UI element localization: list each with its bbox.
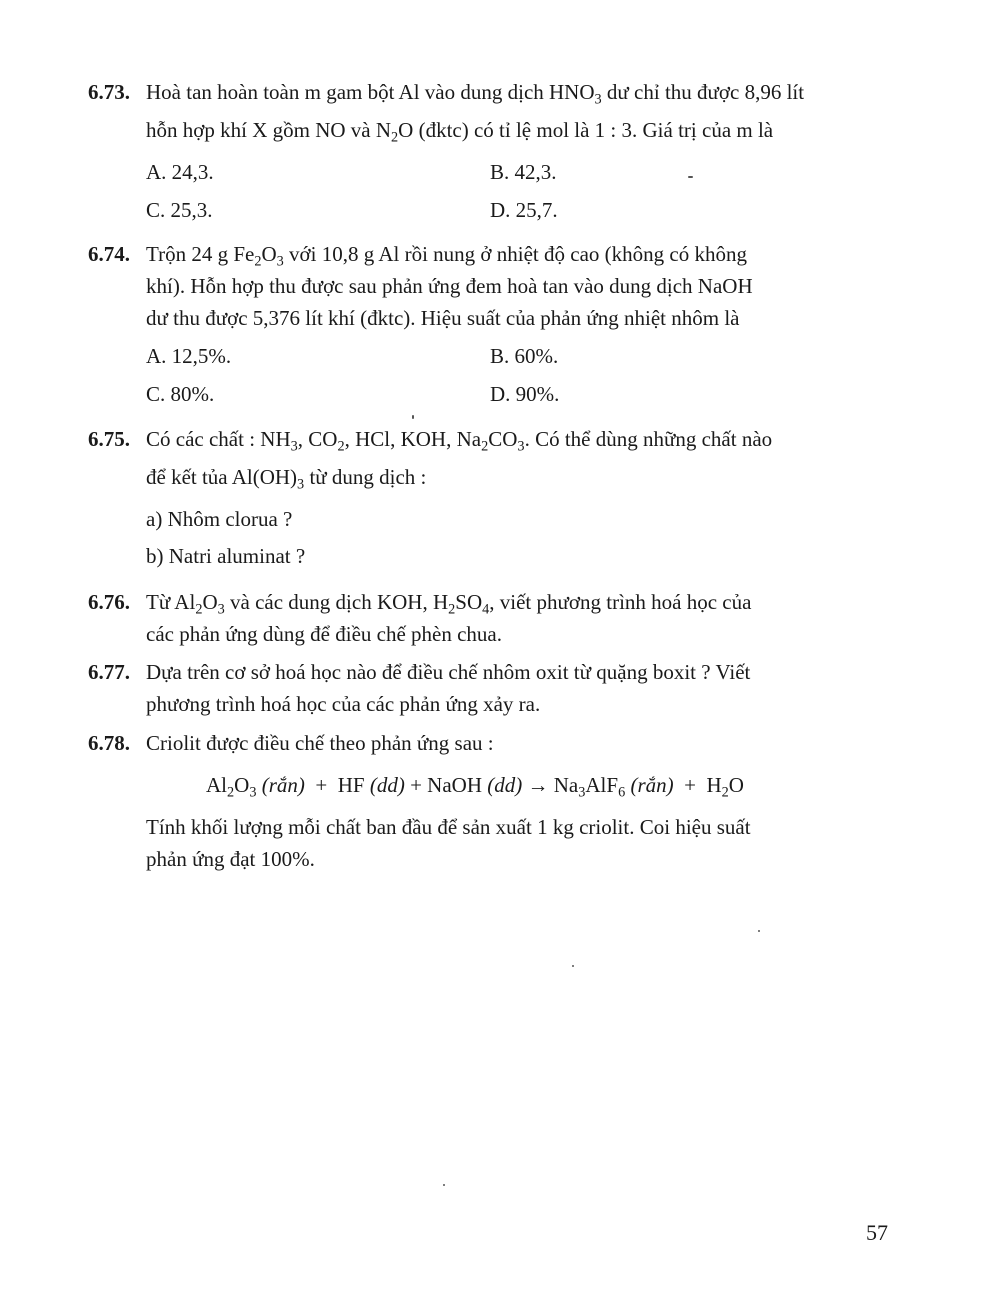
problem-text-line: Từ $Al_2O_3$ và các dung dịch KOH, $H_2SO_4$, viết phương trình hoá học của — [146, 590, 752, 618]
scan-speck — [688, 176, 693, 178]
option-c: C. 25,3. — [146, 198, 213, 222]
problem-text-line: phản ứng đạt 100%. — [146, 847, 315, 871]
page-number: 57 — [866, 1220, 888, 1245]
scan-speck — [572, 965, 574, 967]
option-a: A. 24,3. — [146, 160, 214, 184]
problem-number: 6.73. — [88, 80, 130, 104]
problem-text-line: để kết tủa $Al(OH)_3$ từ dung dịch : — [146, 465, 427, 493]
option-d: D. 90%. — [490, 382, 560, 406]
option-d: D. 25,7. — [490, 198, 558, 222]
chemical-equation: $Al_2O_3$ (rắn) + HF (dd) + NaOH $(dd) \to Na_3AlF_6$ (rắn) + $H_2O$ — [206, 773, 744, 801]
problem-text-line: Có các chất : $NH_3$, $CO_2$, HCl, KOH, $Na_2CO_3$. Có thể dùng những chất nào — [146, 427, 773, 455]
problem-number: 6.76. — [88, 590, 130, 614]
option-b: B. 42,3. — [490, 160, 557, 184]
problem-text-line: Dựa trên cơ sở hoá học nào để điều chế nhôm oxit từ quặng boxit ? Viết — [146, 660, 751, 684]
problem-text-line: các phản ứng dùng để điều chế phèn chua. — [146, 622, 502, 646]
problem-text-line: phương trình hoá học của các phản ứng xảy ra. — [146, 692, 541, 716]
problem-text-line: dư thu được 5,376 lít khí (đktc). Hiệu suất của phản ứng nhiệt nhôm là — [146, 306, 740, 330]
problem-number: 6.77. — [88, 660, 130, 684]
problem-text-line: Criolit được điều chế theo phản ứng sau : — [146, 731, 494, 755]
problem-text-line: khí). Hỗn hợp thu được sau phản ứng đem hoà tan vào dung dịch NaOH — [146, 274, 753, 298]
scan-speck — [443, 1184, 445, 1186]
problem-number: 6.78. — [88, 731, 130, 755]
option-b: B. 60%. — [490, 344, 559, 368]
scan-speck — [412, 415, 414, 419]
scan-speck — [758, 930, 760, 932]
problem-text-line: Tính khối lượng mỗi chất ban đầu để sản xuất 1 kg criolit. Coi hiệu suất — [146, 815, 751, 839]
option-c: C. 80%. — [146, 382, 215, 406]
problem-text-line: Trộn 24 g $Fe_2O_3$ với 10,8 g Al rồi nung ở nhiệt độ cao (không có không — [146, 242, 747, 270]
sub-question-a: a) Nhôm clorua ? — [146, 507, 293, 531]
problem-number: 6.75. — [88, 427, 130, 451]
option-a: A. 12,5%. — [146, 344, 232, 368]
problem-text-line: hỗn hợp khí X gồm NO và $N_2O$ (đktc) có tỉ lệ mol là 1 : 3. Giá trị của m là — [146, 118, 774, 146]
problem-text-line: Hoà tan hoàn toàn m gam bột Al vào dung dịch $HNO_3$ dư chỉ thu được 8,96 lít — [146, 80, 805, 108]
problem-number: 6.74. — [88, 242, 130, 266]
sub-question-b: b) Natri aluminat ? — [146, 544, 306, 568]
